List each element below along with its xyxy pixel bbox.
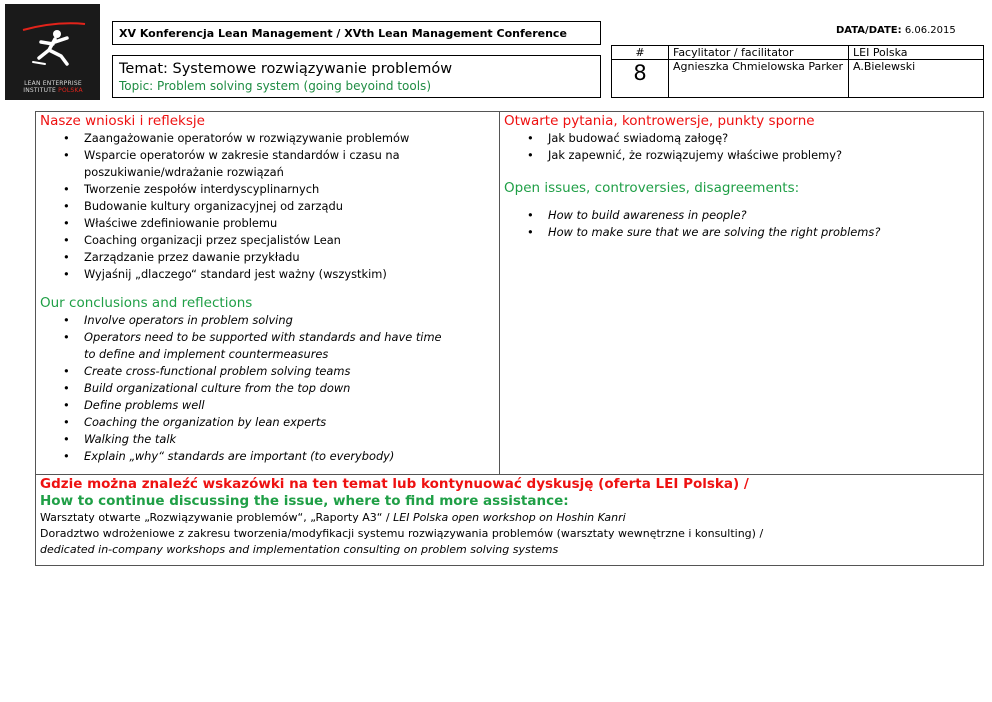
open-issues-list-en bbox=[504, 207, 980, 241]
list-item: • Właściwe zdefiniowanie problemu bbox=[40, 215, 495, 232]
list-item: • Define problems well bbox=[40, 397, 495, 414]
list-item: • Operators need to be supported with standards and have time bbox=[40, 329, 495, 346]
facilitator-header: Facylitator / facilitator bbox=[669, 46, 849, 60]
organization-header: LEI Polska bbox=[849, 46, 984, 60]
lean-enterprise-institute-logo bbox=[5, 4, 100, 100]
logo-line-1: LEAN ENTERPRISE bbox=[24, 80, 82, 87]
date-value: 6.06.2015 bbox=[904, 25, 956, 36]
list-item: • How to build awareness in people? bbox=[504, 207, 980, 224]
list-item: • Zaangażowanie operatorów w rozwiązywanie problemów bbox=[40, 130, 495, 147]
conclusions-list-pl bbox=[40, 130, 495, 283]
list-item: • Walking the talk bbox=[40, 431, 495, 448]
open-issues-column bbox=[504, 113, 980, 241]
logo-line-2-red: POLSKA bbox=[58, 87, 83, 94]
assistance-line-2: Doradztwo wdrożeniowe z zakresu tworzenia/modyfikacji systemu rozwiązywania problemów (warsztaty wewnętrzne i konsulting) / bbox=[40, 527, 764, 540]
facilitator-table bbox=[611, 45, 984, 98]
open-issues-title-pl: Otwarte pytania, kontrowersje, punkty sporne bbox=[504, 113, 815, 129]
date-label: DATA/DATE: bbox=[836, 25, 902, 36]
list-item-continuation: poszukiwanie/wdrażanie rozwiązań bbox=[84, 165, 284, 179]
topic-polish: Temat: Systemowe rozwiązywanie problemów bbox=[119, 61, 453, 77]
conclusions-list-en bbox=[40, 312, 495, 465]
assistance-line-1 bbox=[40, 510, 980, 526]
logo-line-2: INSTITUTE bbox=[23, 87, 59, 94]
content-grid bbox=[35, 111, 984, 566]
assistance-title-pl: Gdzie można znaleźć wskazówki na ten temat lub kontynuować dyskusję (oferta LEI Polska) / bbox=[40, 476, 749, 492]
conclusions-column bbox=[40, 113, 495, 465]
list-item: • Jak zapewnić, że rozwiązujemy właściwe problemy? bbox=[504, 147, 980, 164]
organization-person: A.Bielewski bbox=[849, 60, 984, 98]
list-item: • How to make sure that we are solving the right problems? bbox=[504, 224, 980, 241]
list-item: • Tworzenie zespołów interdyscyplinarnych bbox=[40, 181, 495, 198]
list-item: • Zarządzanie przez dawanie przykładu bbox=[40, 249, 495, 266]
conclusions-title-pl: Nasze wnioski i refleksje bbox=[40, 113, 205, 129]
open-issues-title-en: Open issues, controversies, disagreements: bbox=[504, 180, 800, 196]
row-divider bbox=[36, 474, 983, 475]
further-assistance-section bbox=[40, 476, 980, 558]
assistance-line-3 bbox=[40, 542, 980, 558]
list-item: • Create cross-functional problem solving teams bbox=[40, 363, 495, 380]
workshop-text-en: LEI Polska open workshop on Hoshin Kanri bbox=[393, 511, 626, 524]
list-item: • Jak budować swiadomą załogę? bbox=[504, 130, 980, 147]
date-field bbox=[836, 25, 956, 36]
list-item: • Coaching organizacji przez specjalistów Lean bbox=[40, 232, 495, 249]
list-item: • Involve operators in problem solving bbox=[40, 312, 495, 329]
assistance-title-en: How to continue discussing the issue, where to find more assistance: bbox=[40, 493, 569, 509]
number-header: # bbox=[612, 46, 669, 60]
list-item-continuation: to define and implement countermeasures bbox=[84, 347, 329, 361]
topic-box bbox=[112, 55, 601, 98]
list-item: • Wsparcie operatorów w zakresie standardów i czasu na bbox=[40, 147, 495, 164]
session-number: 8 bbox=[612, 60, 669, 98]
consulting-text-en: dedicated in-company workshops and implementation consulting on problem solving systems bbox=[40, 543, 559, 556]
list-item: • Coaching the organization by lean experts bbox=[40, 414, 495, 431]
workshop-text: Warsztaty otwarte „Rozwiązywanie problemów“, „Raporty A3“ / bbox=[40, 511, 394, 524]
list-item: • Wyjaśnij „dlaczego“ standard jest ważny (wszystkim) bbox=[40, 266, 495, 283]
list-item: • Build organizational culture from the top down bbox=[40, 380, 495, 397]
column-divider bbox=[499, 112, 500, 475]
open-issues-list-pl bbox=[504, 130, 980, 164]
conference-title: XV Konferencja Lean Management / XVth Lean Management Conference bbox=[112, 21, 601, 45]
list-item: • Explain „why“ standards are important (to everybody) bbox=[40, 448, 495, 465]
conclusions-title-en: Our conclusions and reflections bbox=[40, 295, 253, 311]
topic-english: Topic: Problem solving system (going beyoind tools) bbox=[119, 79, 431, 93]
facilitator-name: Agnieszka Chmielowska Parker bbox=[669, 60, 849, 98]
runner-icon bbox=[5, 4, 100, 80]
list-item: • Budowanie kultury organizacyjnej od zarządu bbox=[40, 198, 495, 215]
